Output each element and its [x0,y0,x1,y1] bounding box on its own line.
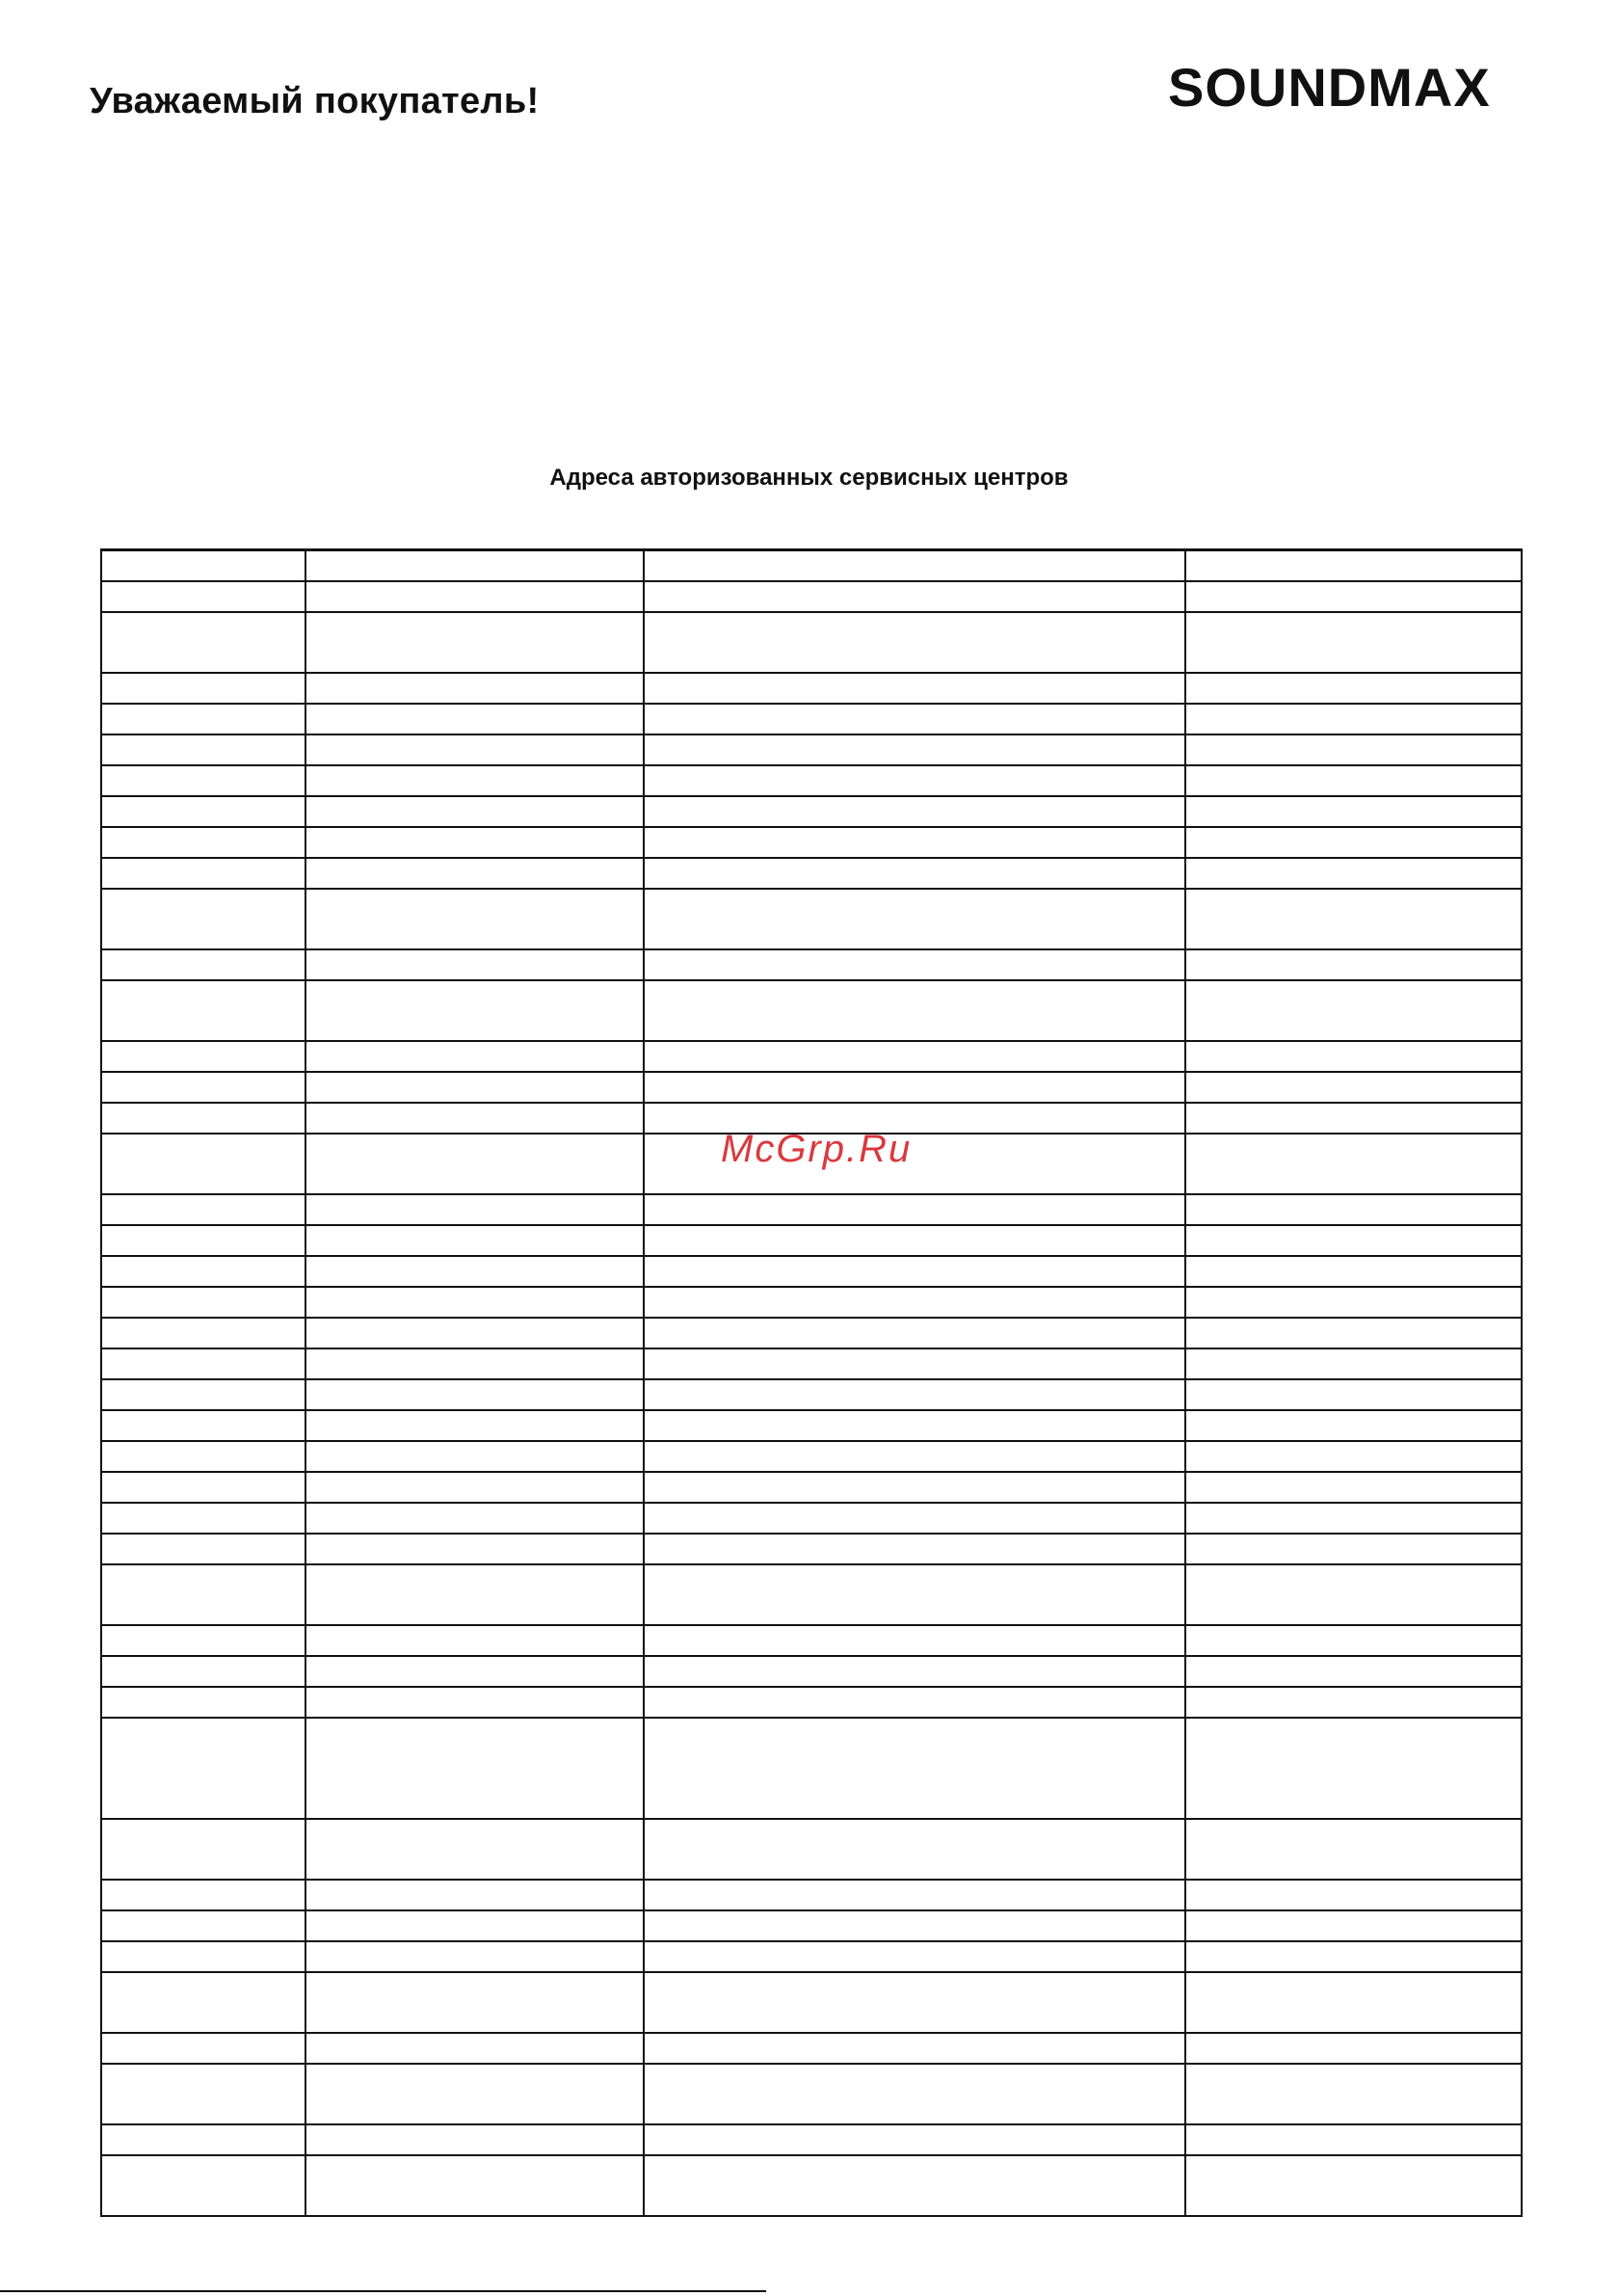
table-cell [1185,2064,1522,2124]
footer-divider [0,2290,766,2292]
table-row [101,2064,1522,2124]
table-cell [305,1225,644,1256]
table-cell [1185,796,1522,827]
table-cell [101,1194,305,1225]
table-row [101,796,1522,827]
table-cell [101,1348,305,1379]
table-cell [305,1503,644,1534]
table-cell [305,1041,644,1072]
table-cell [644,2155,1185,2216]
table-cell [1185,704,1522,734]
table-cell [644,1819,1185,1880]
table-cell [1185,1503,1522,1534]
table-row [101,1625,1522,1656]
table-cell [644,1910,1185,1941]
table-row [101,1656,1522,1687]
table-cell [644,2033,1185,2064]
table-row [101,2124,1522,2155]
table-cell [305,1134,644,1194]
table-cell [305,1441,644,1472]
table-cell [1185,980,1522,1041]
table-cell [101,1041,305,1072]
table-cell [101,1225,305,1256]
table-cell [101,980,305,1041]
table-cell [101,734,305,765]
table-cell [305,2064,644,2124]
table-cell [305,581,644,612]
table-cell [101,765,305,796]
table-row [101,1256,1522,1287]
table-row [101,1379,1522,1410]
table-cell [1185,1225,1522,1256]
table-cell [644,1194,1185,1225]
table-cell [101,2124,305,2155]
table-cell [1185,2033,1522,2064]
table-cell [305,1941,644,1972]
watermark: McGrp.Ru [721,1128,913,1170]
table-row [101,1225,1522,1256]
table-row [101,612,1522,673]
table-row [101,673,1522,704]
table-cell [101,550,305,581]
table-cell [305,1718,644,1819]
table-cell [1185,1194,1522,1225]
table-cell [1185,765,1522,796]
table-cell [101,704,305,734]
table-cell [101,1134,305,1194]
table-cell [644,1041,1185,1072]
table-cell [1185,734,1522,765]
table-cell [1185,581,1522,612]
table-cell [1185,1972,1522,2033]
table-cell [644,550,1185,581]
table-cell [101,1072,305,1103]
table-cell [305,673,644,704]
table-cell [644,949,1185,980]
table-cell [1185,1625,1522,1656]
table-cell [644,1625,1185,1656]
table-row [101,1564,1522,1625]
table-row [101,1972,1522,2033]
table-cell [644,858,1185,889]
table-cell [1185,1041,1522,1072]
table-cell [1185,1472,1522,1503]
table-cell [305,1379,644,1410]
table-row [101,1348,1522,1379]
table-row [101,1718,1522,1819]
table-row [101,949,1522,980]
table-cell [1185,1441,1522,1472]
brand-logo: SOUNDMAX [1168,57,1491,118]
table-cell [644,1503,1185,1534]
table-cell [305,1287,644,1318]
table-row [101,2033,1522,2064]
table-cell [101,889,305,949]
table-cell [644,889,1185,949]
table-row [101,1941,1522,1972]
table-row [101,765,1522,796]
table-row [101,1910,1522,1941]
table-cell [644,1318,1185,1348]
table-cell [101,1441,305,1472]
table-cell [305,858,644,889]
table-cell [101,1941,305,1972]
table-cell [1185,1134,1522,1194]
table-cell [644,1410,1185,1441]
table-row [101,827,1522,858]
table-cell [305,889,644,949]
table-cell [305,1687,644,1718]
greeting-heading: Уважаемый покупатель! [90,81,540,121]
table-cell [644,734,1185,765]
table-cell [101,2033,305,2064]
table-cell [644,704,1185,734]
table-cell [1185,1318,1522,1348]
table-cell [1185,673,1522,704]
table-row [101,1687,1522,1718]
table-cell [305,1072,644,1103]
table-cell [101,1318,305,1348]
table-cell [1185,1564,1522,1625]
table-cell [101,1625,305,1656]
table-cell [305,1819,644,1880]
table-cell [101,1880,305,1910]
table-cell [644,1348,1185,1379]
table-cell [101,1910,305,1941]
table-cell [305,1564,644,1625]
table-cell [305,1880,644,1910]
table-cell [305,1256,644,1287]
table-cell [1185,1941,1522,1972]
table-cell [101,1103,305,1134]
table-cell [644,1564,1185,1625]
table-cell [101,1656,305,1687]
table-row [101,1072,1522,1103]
table-cell [644,581,1185,612]
table-row [101,1041,1522,1072]
table-cell [644,1287,1185,1318]
table-cell [1185,889,1522,949]
table-cell [101,1819,305,1880]
table-cell [101,1972,305,2033]
table-cell [101,1687,305,1718]
table-cell [644,796,1185,827]
table-cell [305,1656,644,1687]
table-row [101,581,1522,612]
table-cell [1185,1656,1522,1687]
table-cell [1185,1256,1522,1287]
table-cell [305,2033,644,2064]
table-cell [305,949,644,980]
table-cell [1185,2155,1522,2216]
table-cell [101,1564,305,1625]
table-cell [644,1441,1185,1472]
table-row [101,1441,1522,1472]
table-cell [644,765,1185,796]
table-cell [1185,949,1522,980]
table-cell [101,581,305,612]
table-cell [305,2124,644,2155]
table-cell [1185,1348,1522,1379]
table-cell [305,612,644,673]
table-cell [644,1072,1185,1103]
table-cell [101,949,305,980]
table-cell [1185,1880,1522,1910]
service-centers-table [100,548,1523,2217]
table-cell [644,1472,1185,1503]
table-cell [1185,1534,1522,1564]
table-cell [101,827,305,858]
table-cell [1185,2124,1522,2155]
table-title: Адреса авторизованных сервисных центров [549,465,1069,491]
table-cell [644,612,1185,673]
table-cell [644,827,1185,858]
table-row [101,2155,1522,2216]
table-cell [644,1972,1185,2033]
table-cell [101,673,305,704]
table-cell [305,1625,644,1656]
table-row [101,980,1522,1041]
table-cell [644,1687,1185,1718]
table-cell [305,1910,644,1941]
table-row [101,1819,1522,1880]
table-row [101,1410,1522,1441]
table-cell [1185,1718,1522,1819]
table-cell [644,2124,1185,2155]
table-cell [1185,612,1522,673]
table-cell [101,1472,305,1503]
table-cell [1185,1910,1522,1941]
table-cell [101,612,305,673]
table-cell [305,765,644,796]
table-cell [1185,1103,1522,1134]
table-cell [1185,1819,1522,1880]
table-cell [1185,858,1522,889]
table-cell [101,858,305,889]
table-cell [101,2155,305,2216]
table-cell [305,704,644,734]
table-cell [644,1941,1185,1972]
table-cell [1185,1287,1522,1318]
table-row [101,1194,1522,1225]
service-centers-table-body [101,550,1522,2216]
table-cell [101,1718,305,1819]
table-cell [644,673,1185,704]
table-row [101,1287,1522,1318]
table-cell [1185,1410,1522,1441]
table-cell [644,1534,1185,1564]
table-cell [305,734,644,765]
table-cell [1185,1687,1522,1718]
table-cell [305,1472,644,1503]
table-cell [101,1256,305,1287]
table-row [101,550,1522,581]
table-cell [305,550,644,581]
table-row [101,858,1522,889]
table-cell [305,1972,644,2033]
table-cell [305,1103,644,1134]
table-cell [305,827,644,858]
table-cell [305,980,644,1041]
table-cell [305,1410,644,1441]
table-row [101,889,1522,949]
table-cell [101,796,305,827]
table-row [101,1472,1522,1503]
table-cell [305,1534,644,1564]
table-cell [101,1503,305,1534]
table-cell [644,1656,1185,1687]
table-cell [305,2155,644,2216]
table-cell [644,1718,1185,1819]
table-cell [644,2064,1185,2124]
table-cell [1185,550,1522,581]
table-row [101,704,1522,734]
table-cell [644,980,1185,1041]
table-cell [644,1880,1185,1910]
table-row [101,1534,1522,1564]
table-cell [101,1287,305,1318]
table-cell [1185,1072,1522,1103]
table-cell [305,1348,644,1379]
table-cell [1185,827,1522,858]
table-row [101,1318,1522,1348]
table-cell [644,1256,1185,1287]
table-row [101,1503,1522,1534]
table-cell [1185,1379,1522,1410]
table-cell [101,2064,305,2124]
table-cell [305,1194,644,1225]
table-cell [644,1379,1185,1410]
table-cell [644,1225,1185,1256]
table-row [101,1880,1522,1910]
table-cell [101,1379,305,1410]
table-cell [305,796,644,827]
table-cell [101,1410,305,1441]
table-cell [305,1318,644,1348]
table-cell [101,1534,305,1564]
table-row [101,734,1522,765]
